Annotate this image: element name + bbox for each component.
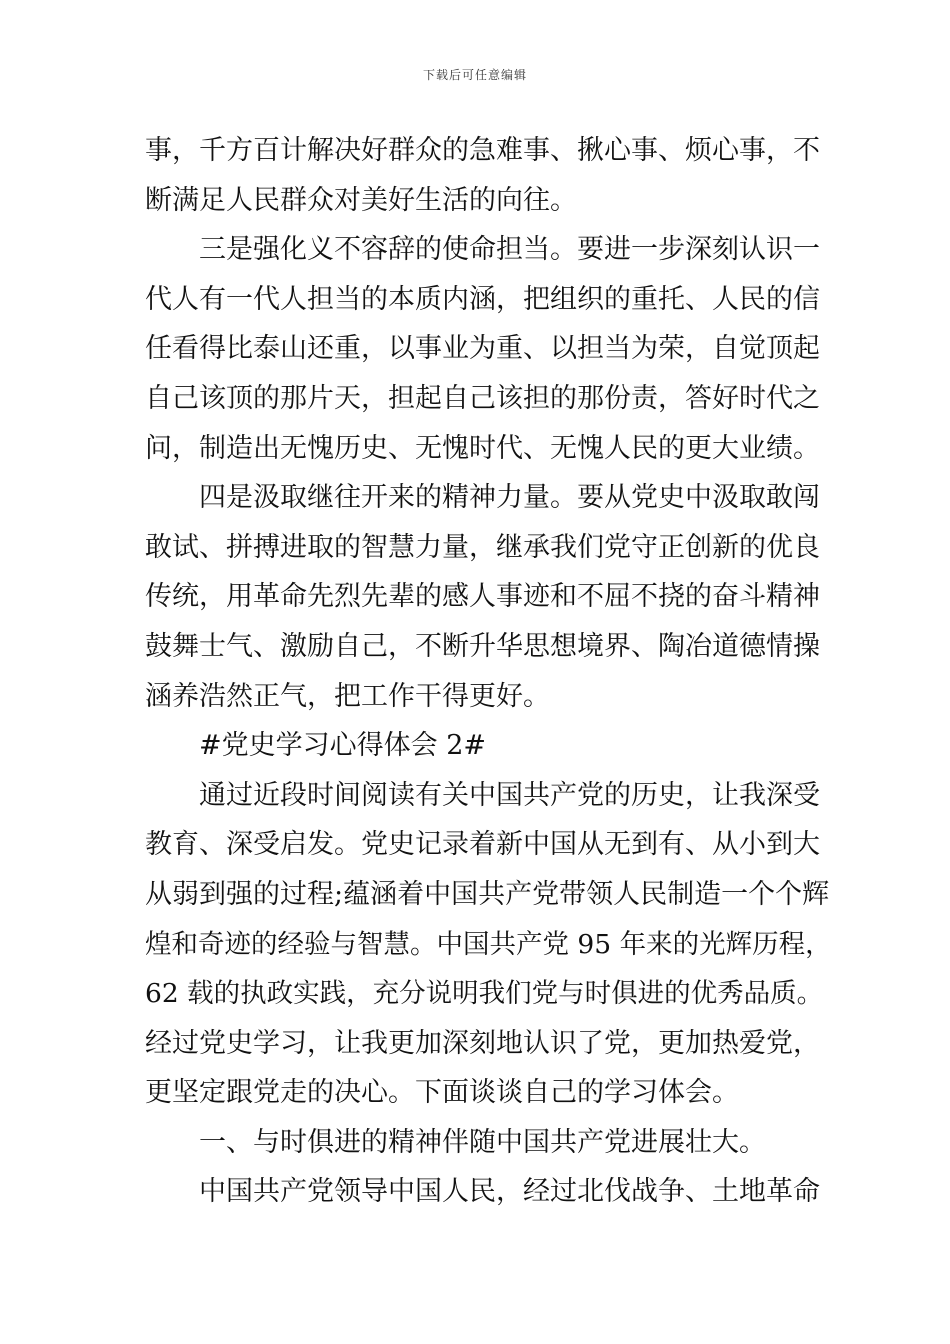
text-line: 问，制造出无愧历史、无愧时代、无愧人民的更大业绩。 [145, 432, 820, 464]
text-line: 敢试、拼搏进取的智慧力量，继承我们党守正创新的优良 [145, 531, 820, 563]
text-line: 四是汲取继往开来的精神力量。要从党史中汲取敢闯 [199, 482, 820, 514]
text-line: 传统，用革命先烈先辈的感人事迹和不屈不挠的奋斗精神 [145, 581, 820, 613]
text-line: 一、与时俱进的精神伴随中国共产党进展壮大。 [199, 1126, 766, 1158]
text-line: 自己该顶的那片天，担起自己该担的那份责，答好时代之 [145, 382, 820, 414]
page-header: 下载后可任意编辑 [422, 68, 527, 82]
text-line: 教育、深受启发。党史记录着新中国从无到有、从小到大 [145, 829, 820, 861]
text-line: 从弱到强的过程;蕴涵着中国共产党带领人民制造一个个辉 [145, 878, 830, 910]
text-line: 煌和奇迹的经验与智慧。中国共产党 95 年来的光辉历程， [145, 928, 832, 960]
text-line: #党史学习心得体会 2# [199, 730, 487, 762]
text-line: 事，千方百计解决好群众的急难事、揪心事、烦心事，不 [145, 135, 820, 166]
text-line: 通过近段时间阅读有关中国共产党的历史，让我深受 [199, 779, 820, 811]
text-line: 代人有一代人担当的本质内涵，把组织的重托、人民的信 [145, 283, 820, 315]
text-line: 鼓舞士气、激励自己，不断升华思想境界、陶冶道德情操 [145, 630, 820, 662]
text-line: 任看得比泰山还重，以事业为重、以担当为荣，自觉顶起 [145, 333, 820, 365]
text-line: 更坚定跟党走的决心。下面谈谈自己的学习体会。 [145, 1077, 739, 1109]
text-line: 62 载的执政实践，充分说明我们党与时俱进的优秀品质。 [145, 978, 824, 1010]
text-line: 中国共产党领导中国人民，经过北伐战争、土地革命 [199, 1176, 820, 1208]
document-body [145, 126, 835, 1217]
text-line: 涵养浩然正气，把工作干得更好。 [145, 680, 550, 712]
text-line: 断满足人民群众对美好生活的向往。 [145, 184, 577, 216]
text-line: 经过党史学习，让我更加深刻地认识了党，更加热爱党， [145, 1027, 820, 1059]
text-line: 三是强化义不容辞的使命担当。要进一步深刻认识一 [199, 234, 820, 266]
